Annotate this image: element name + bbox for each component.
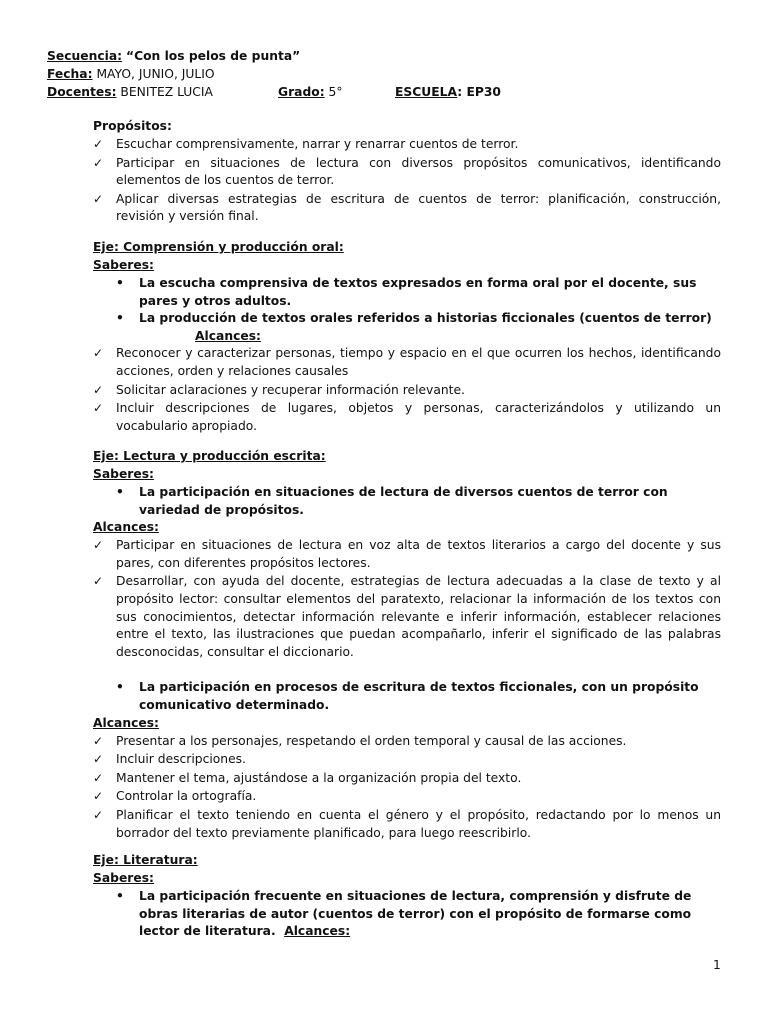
list-item [93,770,721,788]
list-item [93,136,721,154]
secuencia-line [47,48,727,66]
saber-text: La participación frecuente en situaciones de lectura, comprensión y disfrute de obras literarias de autor (cuentos de terror) con el propósito de formarse como lector de literatura. [139,889,692,939]
page-number: 1 [713,958,721,972]
list-item [93,573,721,661]
eje-oral-section [93,239,721,436]
escuela-label: ESCUELA [395,85,458,99]
list-item [93,733,721,751]
list-item-text: Participar en situaciones de lectura con diversos propósitos comunicativos, identificando elementos de los cuentos de terror. [116,155,721,188]
secuencia-label: Secuencia: [47,49,123,63]
list-item [93,400,721,435]
grado-field [278,84,343,102]
alcances-label: Alcances: [284,924,351,939]
secuencia-value: “Con los pelos de punta” [125,49,301,63]
fecha-line [47,66,727,84]
eje-literatura-section [93,852,721,941]
alcances-label: Alcances: [195,328,261,343]
bullet-dot-icon: • [116,680,124,695]
check-mark-icon: ✓ [93,538,104,553]
check-mark-icon: ✓ [93,346,104,361]
escuela-field [395,84,501,102]
list-item-text: Desarrollar, con ayuda del docente, estrategias de lectura adecuadas a la clase de texto y al propósito lector: consultar elementos del paratexto, relacionar la información de los textos con sus conocimientos, detectar información relevante e inferir información, establecer relaciones entre el texto, las ilustraciones que puedan acompañarlo, inferir el significado de las palabras desconocidas, consultar el diccionario. [116,574,721,659]
bullet-dot-icon: • [116,889,124,903]
saber-item [93,679,721,714]
list-item-text: Planificar el texto teniendo en cuenta el género y el propósito, redactando por lo menos un borrador del texto previamente planificado, para luego reescribirlo. [116,807,721,840]
saberes-label: Saberes: [93,467,154,481]
list-item [93,382,721,400]
eje-literatura-title: Eje: Literatura: [93,853,198,867]
propositos-list [93,136,721,227]
propositos-section [93,118,721,136]
eje-escrita-title: Eje: Lectura y producción escrita: [93,449,326,463]
list-item [93,788,721,806]
list-item-text: Mantener el tema, ajustándose a la organización propia del texto. [116,770,522,785]
list-item [93,191,721,226]
bullet-dot-icon: • [116,276,124,290]
escuela-value: : EP30 [457,85,501,99]
list-item-text: Controlar la ortografía. [116,789,257,804]
list-item-text: Reconocer y caracterizar personas, tiempo y espacio en el que ocurren los hechos, identificando acciones, orden y relaciones causales [116,346,721,378]
list-item-text: Aplicar diversas estrategias de escritura de cuentos de terror: planificación, construcción, revisión y versión final. [116,191,721,224]
saber-text: La producción de textos orales referidos a historias ficcionales (cuentos de terror) [139,311,712,326]
list-item-text: Incluir descripciones. [116,752,246,767]
check-mark-icon: ✓ [93,574,104,589]
saber-text: La escucha comprensiva de textos expresados en forma oral por el docente, sus pares y otros adultos. [139,276,697,308]
saber-item [93,275,721,310]
check-mark-icon: ✓ [93,789,104,804]
eje-escrita-section [93,448,721,843]
list-item [93,345,721,380]
saberes-label: Saberes: [93,871,154,885]
list-item-text: Incluir descripciones de lugares, objetos y personas, caracterizándolos y utilizando un vocabulario apropiado. [116,401,721,433]
propositos-title: Propósitos: [93,119,172,133]
saber-item [93,888,721,941]
fecha-value: MAYO, JUNIO, JULIO [96,67,215,81]
saber-item [93,484,721,519]
check-mark-icon: ✓ [93,155,104,170]
docentes-value: BENITEZ LUCIA [120,85,213,99]
saber-text: La participación en procesos de escritura de textos ficcionales, con un propósito comunicativo determinado. [139,680,699,712]
check-mark-icon: ✓ [93,752,104,767]
check-mark-icon: ✓ [93,382,104,397]
saberes-label: Saberes: [93,258,154,272]
list-item [93,155,721,190]
list-item-text: Escuchar comprensivamente, narrar y renarrar cuentos de terror. [116,137,519,151]
check-mark-icon: ✓ [93,191,104,206]
grado-value: 5° [328,85,343,99]
check-mark-icon: ✓ [93,733,104,748]
list-item [93,807,721,842]
docentes-label: Docentes: [47,85,117,99]
list-item [93,751,721,769]
bullet-dot-icon: • [116,311,124,326]
saber-item [93,310,721,345]
alcances-label: Alcances: [93,715,159,730]
document-header [47,48,727,102]
alcances-label: Alcances: [93,520,159,535]
list-item-text: Participar en situaciones de lectura en voz alta de textos literarios a cargo del docente y sus pares, con diferentes propósitos lectores. [116,538,721,570]
check-mark-icon: ✓ [93,137,104,151]
list-item [93,537,721,572]
fecha-label: Fecha: [47,67,93,81]
eje-oral-title: Eje: Comprensión y producción oral: [93,240,344,254]
saber-text: La participación en situaciones de lectura de diversos cuentos de terror con variedad de propósitos. [139,485,668,517]
check-mark-icon: ✓ [93,807,104,822]
list-item-text: Solicitar aclaraciones y recuperar información relevante. [116,382,465,397]
list-item-text: Presentar a los personajes, respetando el orden temporal y causal de las acciones. [116,733,627,748]
check-mark-icon: ✓ [93,401,104,416]
docentes-line [47,84,727,102]
bullet-dot-icon: • [116,485,124,499]
grado-label: Grado: [278,85,325,99]
check-mark-icon: ✓ [93,770,104,785]
